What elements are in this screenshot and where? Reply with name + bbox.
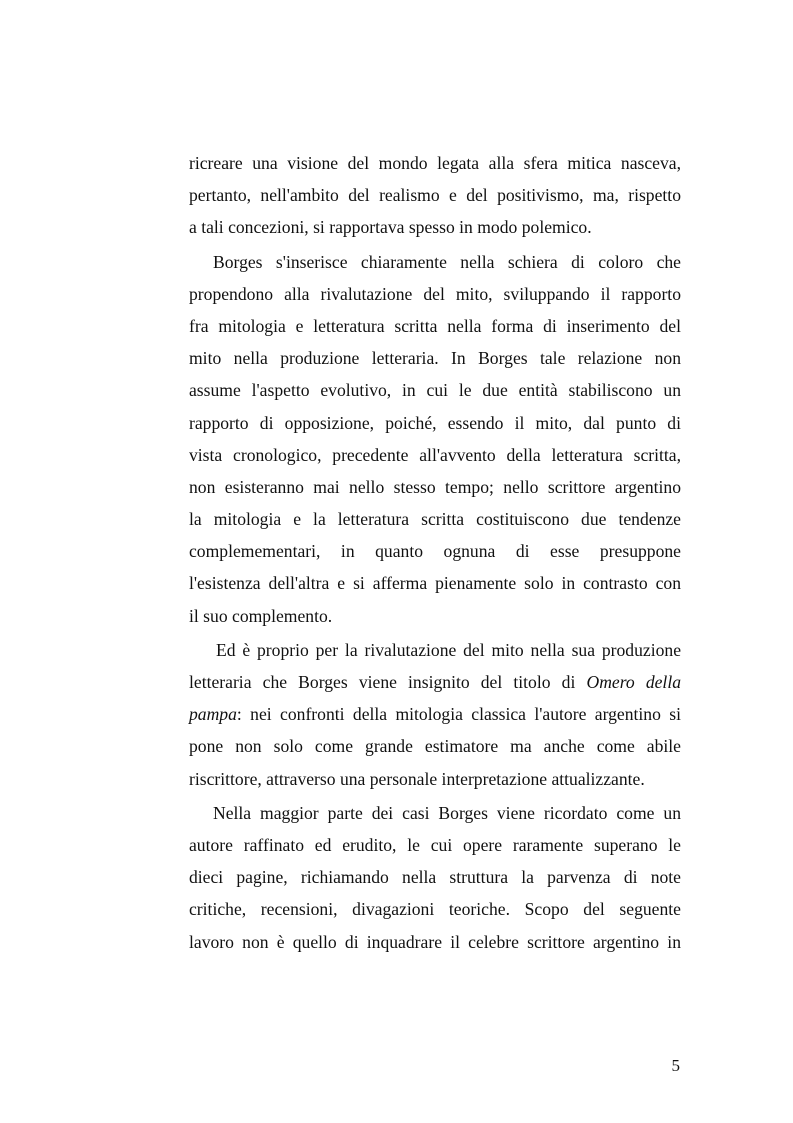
italic-title: Omero della	[586, 672, 682, 692]
text-line	[189, 666, 681, 698]
text-segment: letteraria che Borges viene insignito del titolo di	[189, 672, 576, 692]
text-line: riscrittore, attraverso una personale interpretazione attualizzante.	[189, 768, 645, 789]
text-line	[189, 698, 681, 730]
text-segment: : nei confronti della mitologia classica l'autore argentino si	[236, 704, 681, 725]
text-line: autore raffinato ed erudito, le cui opere raramente superano le	[189, 834, 681, 855]
italic-title: pampa	[189, 704, 237, 725]
text-line: critiche, recensioni, divagazioni teoriche. Scopo del seguente	[189, 899, 681, 920]
body-text	[189, 147, 681, 958]
text-line: non esisteranno mai nello stesso tempo; nello scrittore argentino	[189, 476, 681, 497]
text-line: assume l'aspetto evolutivo, in cui le due entità stabiliscono un	[189, 380, 681, 401]
text-line: Borges s'inserisce chiaramente nella schiera di coloro che	[213, 251, 681, 272]
text-line: dieci pagine, richiamando nella struttura la parvenza di note	[189, 867, 681, 888]
text-line: vista cronologico, precedente all'avvento della letteratura scritta,	[189, 444, 681, 465]
text-line: complemementari, in quanto ognuna di esse presuppone	[189, 541, 681, 562]
text-line: pone non solo come grande estimatore ma anche come abile	[189, 736, 681, 757]
text-line: rapporto di opposizione, poiché, essendo il mito, dal punto di	[189, 412, 681, 433]
text-line: l'esistenza dell'altra e si afferma pienamente solo in contrasto con	[189, 573, 681, 594]
text-line: pertanto, nell'ambito del realismo e del positivismo, ma, rispetto	[189, 185, 681, 206]
text-line: mito nella produzione letteraria. In Borges tale relazione non	[189, 348, 681, 369]
page-number: 5	[671, 1056, 680, 1075]
text-line: lavoro non è quello di inquadrare il celebre scrittore argentino in	[189, 931, 681, 952]
text-line: Ed è proprio per la rivalutazione del mito nella sua produzione	[216, 639, 681, 660]
text-line: propendono alla rivalutazione del mito, sviluppando il rapporto	[189, 283, 681, 304]
text-line: fra mitologia e letteratura scritta nella forma di inserimento del	[189, 315, 681, 336]
text-line: la mitologia e la letteratura scritta costituiscono due tendenze	[189, 509, 681, 530]
text-line: Nella maggior parte dei casi Borges viene ricordato come un	[213, 802, 681, 823]
text-line: a tali concezioni, si rapportava spesso in modo polemico.	[189, 217, 592, 238]
text-line: ricreare una visione del mondo legata alla sfera mitica nasceva,	[189, 153, 681, 173]
text-line: il suo complemento.	[189, 605, 333, 626]
